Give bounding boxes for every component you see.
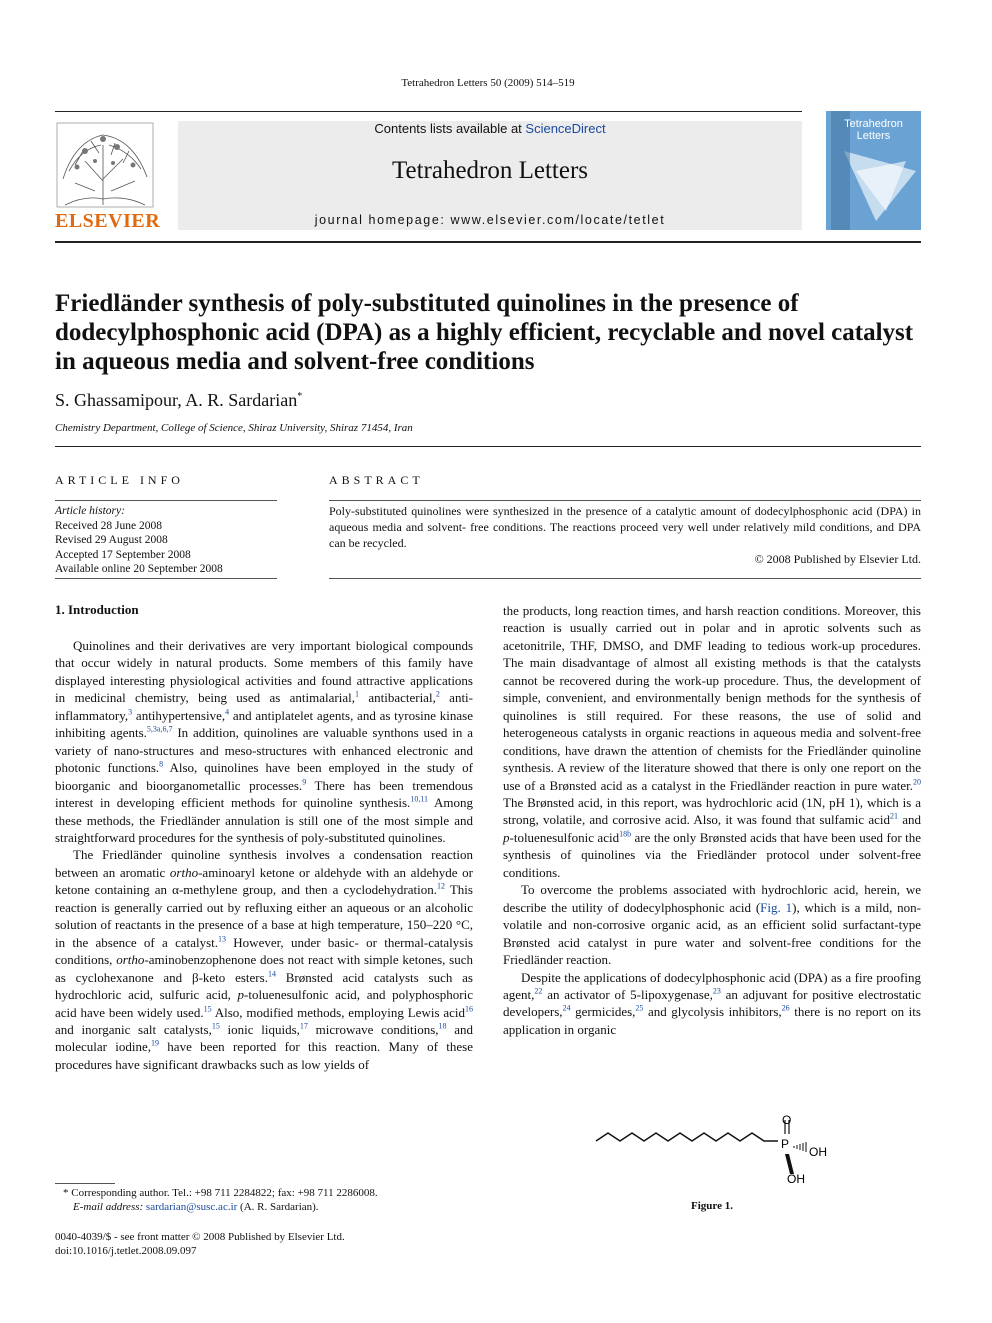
figure-caption: Figure 1. <box>691 1200 733 1212</box>
elsevier-wordmark: ELSEVIER <box>55 210 161 232</box>
contents-prefix: Contents lists available at <box>374 121 526 136</box>
abstract-heading: ABSTRACT <box>329 473 424 487</box>
journal-homepage[interactable]: journal homepage: www.elsevier.com/locate/tetlet <box>314 213 666 227</box>
affiliation: Chemistry Department, College of Science, Shiraz University, Shiraz 71454, Iran <box>55 422 413 434</box>
alkyl-chain <box>596 1133 778 1141</box>
abstract-text: Poly-substituted quinolines were synthesized in the presence of a catalytic amount of dodecylphosphonic acid (DPA) in aqueous media and solvent- free conditions. The reactions proceed very well under relatively mild conditions, and DPA can be recycled. <box>329 504 921 550</box>
body-column-left <box>55 637 473 1073</box>
title-rule <box>55 446 921 447</box>
history-online: Available online 20 September 2008 <box>55 563 223 575</box>
email-label: E-mail address: <box>73 1201 146 1213</box>
info-rule-bottom <box>55 578 277 579</box>
author-line <box>55 390 302 411</box>
article-info-heading: ARTICLE INFO <box>55 473 184 487</box>
paragraph: Quinolines and their derivatives are very important biological compounds that occur widely in natural products. Some members of this family have displayed interesting physiological activities and found attractive applications in medicinal chemistry, being used as antimalarial,$^1$ antibacterial,$^2$ anti-inflammatory,$^3$ antihypertensive,$^4$ and antiplatelet agents, and as tyrosine kinase inhibiting agents.$^{5,3a,6,7}$ In addition, quinolines are valuable synthons used in a variety of nano-structures and meso-structures with enhanced electronic and photonic functions.$^8$ Also, quinolines have been employed in the study of bioorganic and bioorganometallic processes.$^9$ There has been tremendous interest in developing efficient methods for quinoline synthesis.$^{10,11}$ Among these methods, the Friedländer annulation is still one of the most simple and straightforward procedures for the synthesis of poly-substituted quinolines. <box>55 638 473 845</box>
hydroxyl-label-bottom: OH <box>787 1172 805 1186</box>
paragraph: The Friedländer quinoline synthesis involves a condensation reaction between an aromatic ortho-aminoaryl ketone or aldehyde with an aldehyde or ketone containing an α-methylene group, and then a cyclodehydration.$^{12}$ This reaction is generally carried out by refluxing either an aqueous or an alcoholic solution of reactants in the presence of a base at high temperature, 150–220 °C, in the absence of a catalyst.$^{13}$ However, under basic- or thermal-catalysis conditions, ortho-aminobenzophenone does not react with simple ketones, such as cyclohexanone and β-keto esters.$^{14}$ Brønsted acid catalysts such as hydrochloric acid, sulfuric acid, p-toluenesulfonic acid, and polyphosphoric acid have been widely used.$^{15}$ Also, modified methods, employing Lewis acid$^{16}$ and inorganic salt catalysts,$^{15}$ ionic liquids,$^{17}$ microwave conditions,$^{18}$ and molecular iodine,$^{19}$ have been reported for this reaction. Many of these procedures have significant drawbacks such as low yields of <box>55 847 474 1072</box>
history-received: Received 28 June 2008 <box>55 519 162 532</box>
paragraph: the products, long reaction times, and harsh reaction conditions. Moreover, this reaction is usually carried out in polar and in aprotic solvents such as acetonitrile, THF, DMSO, and DMF leading to tedious work-up procedures. The main disadvantage of almost all existing methods is that the catalysts cannot be recovered during the work-up procedure. Thus, the development of simple, convenient, and environmentally benign methods for the synthesis of quinolines is still required. For these reasons, the use of solid and heterogeneous catalysts in organic reactions in aqueous media and solvent-free conditions, have drawn the attention of chemists for the Friedländer quinoline synthesis. A review of the literature showed that there is only one report on the use of a Brønsted acid as a catalyst in the Friedländer reaction in pure water.$^{20}$ The Brønsted acid, in this report, was hydrochloric acid (1N, pH 1), which is a strong, volatile, and corrosive acid. Also, it was found that sulfamic acid$^{21}$ and p-toluenesulfonic acid$^{18b}$ are the only Brønsted acids that have been used for the synthesis of quinolines via the Friedländer protocol under solvent-free conditions. <box>503 603 921 880</box>
header-bottom-rule <box>55 241 921 243</box>
article-history <box>55 504 277 577</box>
hydroxyl-label-right: OH <box>809 1145 827 1159</box>
history-label: Article history: <box>55 505 125 517</box>
history-accepted: Accepted 17 September 2008 <box>55 548 191 561</box>
authors: S. Ghassamipour, A. R. Sardarian <box>55 390 298 410</box>
header-top-rule <box>55 111 802 112</box>
solid-wedge-bond <box>785 1154 794 1174</box>
doi-line[interactable]: doi:10.1016/j.tetlet.2008.09.097 <box>55 1245 197 1257</box>
footnotes <box>55 1186 475 1214</box>
history-revised: Revised 29 August 2008 <box>55 534 168 546</box>
email-note <box>55 1200 475 1214</box>
corresponding-author-note: * Corresponding author. Tel.: +98 711 2284822; fax: +98 711 2286008. <box>63 1187 378 1199</box>
paragraph: Despite the applications of dodecylphosphonic acid (DPA) as a fire proofing agent,$^{22}$ an activator of 5-lipoxygenase,$^{23}$ an adjuvant for positive electrostatic developers,$^{24}$ germicides,$^{25}$ and glycolysis inhibitors,$^{26}$ there is no report on its application in organic <box>503 969 922 1037</box>
abstract-copyright: © 2008 Published by Elsevier Ltd. <box>754 552 921 566</box>
corresponding-author-mark[interactable]: * <box>297 391 303 402</box>
abstract-rule-bottom <box>329 578 921 579</box>
elsevier-tree-logo <box>55 121 155 209</box>
front-matter <box>55 1230 475 1258</box>
email-link[interactable]: sardarian@susc.ac.ir <box>145 1201 238 1213</box>
phosphorus-label: P <box>781 1137 790 1151</box>
journal-title: Tetrahedron Letters <box>391 157 589 184</box>
oxygen-label: O <box>782 1113 792 1127</box>
issn-line: 0040-4039/$ - see front matter © 2008 Published by Elsevier Ltd. <box>55 1231 345 1243</box>
article-title: Friedländer synthesis of poly-substituted quinolines in the presence of dodecylphosphonic acid (DPA) as a highly efficient, recyclable and novel catalyst in aqueous media and solvent-free conditions <box>55 290 914 375</box>
figure-1-structure <box>590 1108 850 1192</box>
journal-reference: Tetrahedron Letters 50 (2009) 514–519 <box>401 77 575 89</box>
body-column-right <box>503 602 921 1038</box>
paragraph: To overcome the problems associated with hydrochloric acid, herein, we describe the utility of dodecylphosphonic acid (Fig. 1), which is a mild, non-volatile and non-corrosive organic acid, as an efficient solid surfactant-type Brønsted acid catalyst in pure water and solvent-free conditions for the Friedländer reaction. <box>503 882 921 968</box>
abstract-rule-top <box>329 500 921 501</box>
contents-line <box>178 121 802 136</box>
sciencedirect-link[interactable]: ScienceDirect <box>525 121 606 136</box>
info-rule-top <box>55 500 277 501</box>
hashed-wedge-bond <box>794 1142 806 1152</box>
email-suffix: (A. R. Sardarian). <box>237 1201 319 1213</box>
cover-title: Tetrahedron Letters <box>844 118 903 142</box>
introduction-heading: 1. Introduction <box>55 602 139 617</box>
footnote-rule <box>55 1183 115 1184</box>
